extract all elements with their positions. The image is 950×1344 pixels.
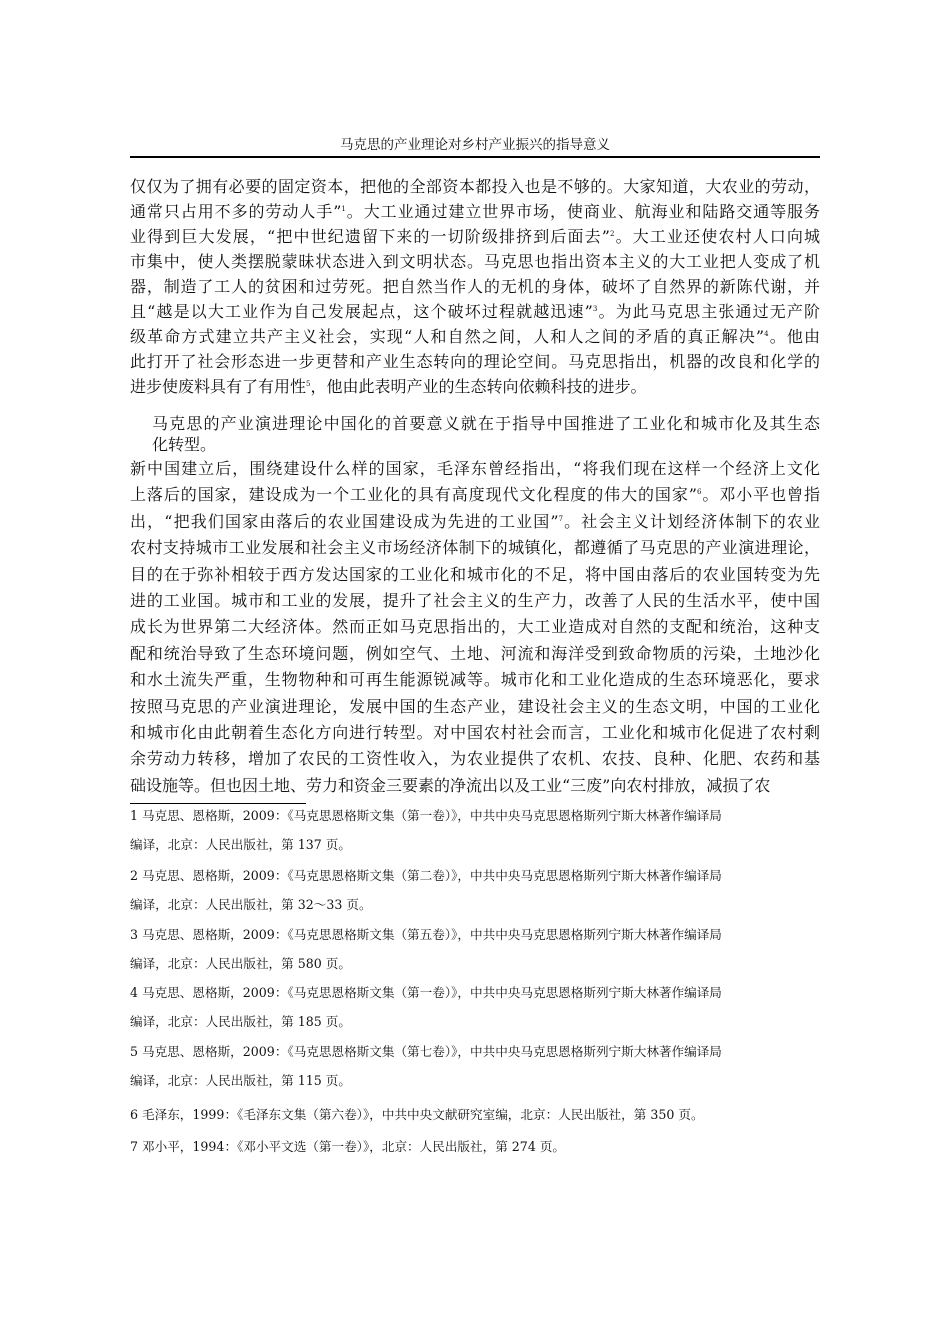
footnote-ref[interactable]: 2 [609,230,615,238]
text-run: 仅仅为了拥有必要的固定资本，把他的全部资本都投入也是不够的。大家知道，大农业的劳动， [130,177,820,196]
text-line [130,562,820,588]
footnote-line: 编译，北京：人民出版社，第 115 页。 [130,1073,351,1088]
text-line [130,720,820,746]
text-run: 通常只占用不多的劳动人手” [130,202,342,221]
text-run: 且“越是以大工业作为自己发展起点，这个破坏过程就越迅速” [130,302,593,321]
text-run: 市集中，使人类摆脱蒙昧状态进入到文明状态。马克思也指出资本主义的大工业把人变成了机 [130,252,820,271]
footnote-line: 编译，北京：人民出版社，第 580 页。 [130,956,351,971]
text-run: 马克思的产业演进理论中国化的首要意义就在于指导中国推进了工业化和城市化及其生态 [152,414,820,433]
paragraph [130,456,820,799]
footnote-line: 编译，北京：人民出版社，第 32～33 页。 [130,897,372,912]
text-line [130,746,820,772]
text-run: 出，“把我们国家由落后的农业国建设成为先进的工业国” [130,511,559,531]
running-header: 马克思的产业理论对乡村产业振兴的指导意义 [340,137,610,153]
text-line [130,614,820,640]
text-line [130,509,820,535]
text-line [130,199,820,224]
text-line [130,773,820,799]
footnote-line: 2 马克思、恩格斯，2009：《马克思恩格斯文集（第二卷）》，中共中央马克思恩格斯列宁斯大林著作编译局 [130,868,722,883]
paragraph-indented [130,413,820,455]
text-run: 余劳动力转移，增加了农民的工资性收入，为农业提供了农机、农技、良种、化肥、农药和基 [130,749,820,769]
text-line [130,535,820,561]
text-line [130,482,820,508]
footnote-separator [130,803,306,804]
paragraph [130,174,820,399]
text-line [130,434,820,455]
text-run: 。大工业还使农村人口向城 [614,227,820,246]
text-run: 目的在于弥补相较于西方发达国家的工业化和城市化的不足，将中国由落后的农业国转变为先 [130,564,820,584]
text-run: ，他由此表明产业的生态转向依赖科技的进步。 [310,377,647,396]
text-line [130,224,820,249]
text-run: 上落后的国家，建设成为一个工业化的具有高度现代文化程度的伟大的国家” [130,485,697,505]
text-run: 按照马克思的产业演进理论，发展中国的生态产业，建设社会主义的生态文明，中国的工业化 [130,696,820,716]
text-run: 。邓小平也曾指 [701,485,820,505]
footnote-line: 3 马克思、恩格斯，2009：《马克思恩格斯文集（第五卷）》，中共中央马克思恩格斯列宁斯大林著作编译局 [130,927,722,942]
text-run: 和水土流失严重，生物物种和可再生能源锐减等。城市化和工业化造成的生态环境恶化，要求 [130,670,820,690]
footnote-ref[interactable]: 4 [764,330,769,338]
text-line [130,249,820,274]
text-run: 新中国建立后，围绕建设什么样的国家，毛泽东曾经指出，“将我们现在这样一个经济上文化 [130,459,820,478]
text-line [130,667,820,693]
text-run: 成长为世界第二大经济体。然而正如马克思指出的，大工业造成对自然的支配和统治，这种支 [130,617,820,637]
text-run: 进步使废料具有了有用性 [130,377,307,396]
text-run: 。大工业通过建立世界市场，使商业、航海业和陆路交通等服务 [345,202,820,221]
text-run: 。社会主义计划经济体制下的农业 [563,511,820,531]
header-rule [130,156,820,158]
text-run: 此打开了社会形态进一步更替和产业生态转向的理论空间。马克思指出，机器的改良和化学的 [130,352,820,371]
text-line [130,324,820,349]
footnote-ref[interactable]: 7 [558,514,564,523]
text-line [130,641,820,667]
text-run: 。为此马克思主张通过无产阶 [597,302,820,321]
footnote-line: 编译，北京：人民出版社，第 137 页。 [130,837,351,852]
footnote-ref[interactable]: 1 [341,205,346,213]
text-line [130,413,820,434]
text-line [130,694,820,720]
text-run: 业得到巨大发展，“把中世纪遗留下来的一切阶级排挤到后面去” [130,227,610,246]
footnote-ref[interactable]: 5 [306,380,311,388]
footnote-line: 编译，北京：人民出版社，第 185 页。 [130,1014,351,1029]
text-line [130,456,820,482]
footnote-ref[interactable]: 6 [696,488,702,497]
text-line [130,174,820,199]
footnote-line: 1 马克思、恩格斯，2009：《马克思恩格斯文集（第一卷）》，中共中央马克思恩格斯列宁斯大林著作编译局 [130,808,722,823]
footnote-line: 6 毛泽东，1999：《毛泽东文集（第六卷）》，中共中央文献研究室编，北京：人民出版社，第 350 页。 [130,1107,704,1122]
text-run: 农村支持城市工业发展和社会主义市场经济体制下的城镇化，都遵循了马克思的产业演进理论， [130,538,820,558]
text-run: 级革命方式建立共产主义社会，实现“人和自然之间，人和人之间的矛盾的真正解决” [130,327,765,346]
footnote-line: 5 马克思、恩格斯，2009：《马克思恩格斯文集（第七卷）》，中共中央马克思恩格斯列宁斯大林著作编译局 [130,1044,722,1059]
text-run: 进的工业国。城市和工业的发展，提升了社会主义的生产力，改善了人民的生活水平，使中国 [130,590,820,610]
text-line [130,274,820,299]
text-run: 器，制造了工人的贫困和过劳死。把自然当作人的无机的身体，破坏了自然界的新陈代谢，并 [130,277,820,296]
text-line [130,349,820,374]
text-run: 和城市化由此朝着生态化方向进行转型。对中国农村社会而言，工业化和城市化促进了农村剩 [130,722,820,742]
text-line [130,588,820,614]
text-run: 。他由 [768,327,820,346]
text-line [130,299,820,324]
text-line [130,374,820,399]
text-run: 化转型。 [152,435,217,454]
footnote-ref[interactable]: 3 [592,305,598,313]
footnote-line: 7 邓小平，1994：《邓小平文选（第一卷）》，北京：人民出版社，第 274 页。 [130,1139,566,1154]
text-run: 础设施等。但也因土地、劳力和资金三要素的净流出以及工业“三废”向农村排放，减损了农 [130,775,771,795]
text-run: 配和统治导致了生态环境问题，例如空气、土地、河流和海洋受到致命物质的污染，土地沙化 [130,643,820,663]
footnote-line: 4 马克思、恩格斯，2009：《马克思恩格斯文集（第一卷）》，中共中央马克思恩格斯列宁斯大林著作编译局 [130,985,722,1000]
